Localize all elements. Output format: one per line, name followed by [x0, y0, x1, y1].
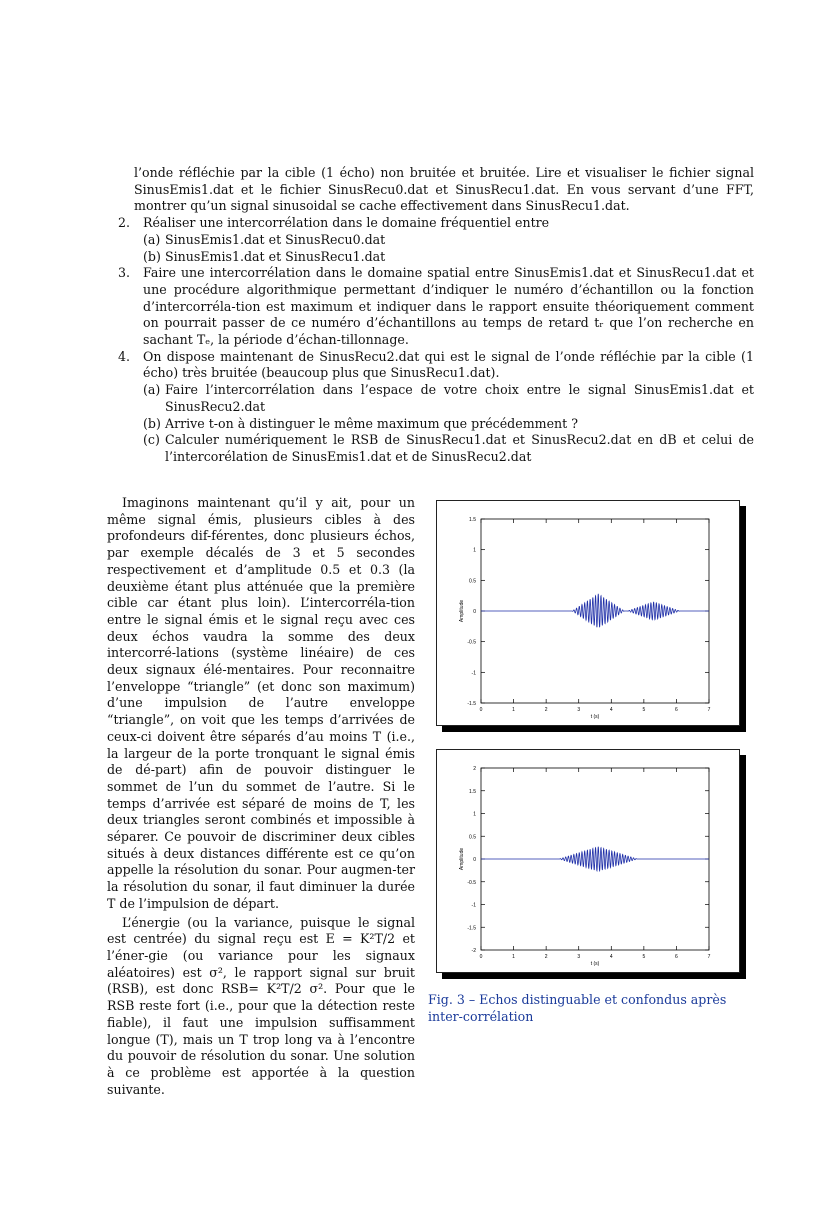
signal-line [481, 594, 709, 627]
numbered-items [118, 215, 754, 466]
sub-item-text: SinusEmis1.dat et SinusRecu0.dat [165, 231, 386, 247]
x-axis-label: t (s) [590, 961, 600, 967]
x-tick-label: 7 [707, 707, 711, 713]
sub-item-label: (a) [143, 231, 161, 247]
list-item-number: 2. [118, 215, 131, 231]
y-tick-label: 1.5 [469, 788, 476, 795]
figure-two-echoes [436, 500, 740, 726]
figure-merged-echoes [436, 749, 740, 973]
x-tick-label: 0 [479, 707, 483, 713]
x-tick-label: 1 [512, 954, 515, 960]
x-tick-label: 6 [675, 707, 678, 713]
y-tick-label: -1.5 [467, 701, 476, 707]
sub-item [143, 382, 754, 415]
y-tick-label: 0 [473, 609, 476, 615]
list-item-body [143, 215, 549, 265]
list-item [118, 215, 754, 265]
y-tick-label: -1 [471, 670, 476, 677]
sub-item-text: Calculer numériquement le RSB de SinusRecu1.dat et SinusRecu2.dat en dB et celui de l’intercorélation de SinusEmis1.dat et de SinusRecu2.dat [165, 432, 754, 464]
figure-caption: Fig. 3 – Echos distinguable et confondus après inter-corrélation [428, 992, 727, 1024]
y-tick-label: -1 [471, 902, 476, 909]
sub-item-label: (b) [143, 415, 161, 431]
x-tick-label: 5 [642, 707, 646, 713]
y-tick-label: -0.5 [467, 879, 476, 886]
sub-item [143, 232, 549, 249]
y-tick-label: -1.5 [467, 925, 476, 932]
signal-line [481, 847, 709, 871]
paragraph-resolution: Imaginons maintenant qu’il y ait, pour un même signal émis, plusieurs cibles à des profondeurs dif-férentes, donc plusieurs échos, par exemple décalés de 3 et 5 secondes respectivement et d’amplitude 0.5 et 0.3 (la deuxième étant plus atténuée que la première cible car étant plus loin). L’intercorréla-tion entre le signal émis et le signal reçu avec ces deux échos vaudra la somme des deux intercorré-lations (système linéaire) de ces deux signaux élé-mentaires. Pour reconnaitre l’enveloppe “triangle” (et donc son maximum) d’une impulsion de l’autre enveloppe “triangle”, on voit que les temps d’arrivées de ceux-ci doivent être séparés d’au moins T (i.e., la largeur de la porte tronquant le signal émis de dé-part) afin de pouvoir distinguer le sommet de l’un du sommet de l’autre. Si le temps d’arrivée est séparé de moins de T, les deux triangles seront combinés et impossible à séparer. Ce pouvoir de discriminer deux cibles situés à deux distances différente est ce qu’on appelle la résolution du sonar. Pour augmen-ter la résolution du sonar, il faut diminuer la durée T de l’impulsion de départ. [107, 495, 415, 911]
x-tick-label: 4 [609, 954, 613, 960]
x-tick-label: 1 [512, 707, 515, 713]
y-axis-label: Amplitude [459, 599, 465, 623]
sub-item-label: (b) [143, 248, 161, 264]
sub-item [143, 416, 754, 433]
y-tick-label: 1.5 [469, 517, 476, 523]
chart-merged-echoes [437, 750, 739, 972]
sub-item [143, 249, 549, 266]
x-tick-label: 2 [544, 954, 548, 960]
list-item-number: 4. [118, 348, 131, 364]
y-tick-label: 1 [473, 547, 476, 554]
y-tick-label: 0 [473, 857, 476, 863]
y-tick-label: 1 [473, 811, 476, 818]
y-tick-label: -0.5 [467, 639, 476, 646]
sub-item-label: (c) [143, 432, 160, 448]
list-item-body [143, 349, 754, 466]
list-item [118, 265, 754, 349]
list-item [118, 349, 754, 466]
x-tick-label: 3 [577, 707, 581, 713]
x-tick-label: 4 [609, 707, 613, 713]
sub-item-text: Arrive t-on à distinguer le même maximum que précédemment ? [165, 415, 578, 431]
list-item-text: Faire une intercorrélation dans le domaine spatial entre SinusEmis1.dat et SinusRecu1.dat et une procédure algorithmique permettant d’indiquer le numéro d’échantillon ou la fonction d’intercorréla-tion est maximum et indiquer dans le rapport ensuite théoriquement comment on pourrait passer de ce numéro d’échantillons au temps de retard tᵣ que l’on recherche en sachant Tₑ, la période d’échan-tillonnage. [143, 265, 754, 348]
list-item-text: On dispose maintenant de SinusRecu2.dat qui est le signal de l’onde réfléchie par la cible (1 écho) très bruitée (beaucoup plus que SinusRecu1.dat). [143, 348, 754, 381]
list-item-text: Réaliser une intercorrélation dans le domaine fréquentiel entre [143, 215, 550, 231]
x-tick-label: 5 [642, 954, 646, 960]
sub-item [143, 432, 754, 465]
exercise-list [118, 165, 754, 466]
x-axis-label: t (s) [590, 714, 600, 720]
y-tick-label: 2 [473, 766, 476, 772]
x-tick-label: 7 [707, 954, 711, 960]
list-item-number: 3. [118, 265, 131, 281]
x-tick-label: 3 [577, 954, 581, 960]
x-tick-label: 6 [675, 954, 678, 960]
body-text [107, 495, 415, 1098]
paragraph-energy: L’énergie (ou la variance, puisque le signal est centrée) du signal reçu est E = K²T/2 et l’éner-gie (ou variance pour les signaux aléatoires) est σ², le rapport signal sur bruit (RSB), est donc RSB= K²T/2 σ². Pour que le RSB reste fort (i.e., pour que la détection reste fiable), il faut une impulsion suffisamment longue (T), mais un T trop long va à l’encontre du pouvoir de résolution du sonar. Une solution à ce problème est apportée à la question suivante. [107, 914, 415, 1097]
sub-item-label: (a) [143, 382, 161, 398]
y-tick-label: 0.5 [469, 578, 476, 585]
chart-two-echoes [437, 501, 739, 725]
list-item-body [143, 265, 754, 349]
intro-paragraph: l’onde réfléchie par la cible (1 écho) non bruitée et bruitée. Lire et visualiser le fichier signal SinusEmis1.dat et le fichier SinusRecu0.dat et SinusRecu1.dat. En vous servant d’une FFT, montrer qu’un signal sinusoidal se cache effectivement dans SinusRecu1.dat. [134, 165, 754, 214]
sub-item-text: SinusEmis1.dat et SinusRecu1.dat [165, 248, 386, 264]
sub-item-text: Faire l’intercorrélation dans l’espace de votre choix entre le signal SinusEmis1.dat et SinusRecu2.dat [165, 382, 754, 414]
x-tick-label: 2 [544, 707, 548, 713]
x-tick-label: 0 [479, 954, 483, 960]
y-axis-label: Amplitude [459, 847, 465, 871]
y-tick-label: 0.5 [469, 834, 476, 841]
y-tick-label: -2 [471, 948, 476, 954]
